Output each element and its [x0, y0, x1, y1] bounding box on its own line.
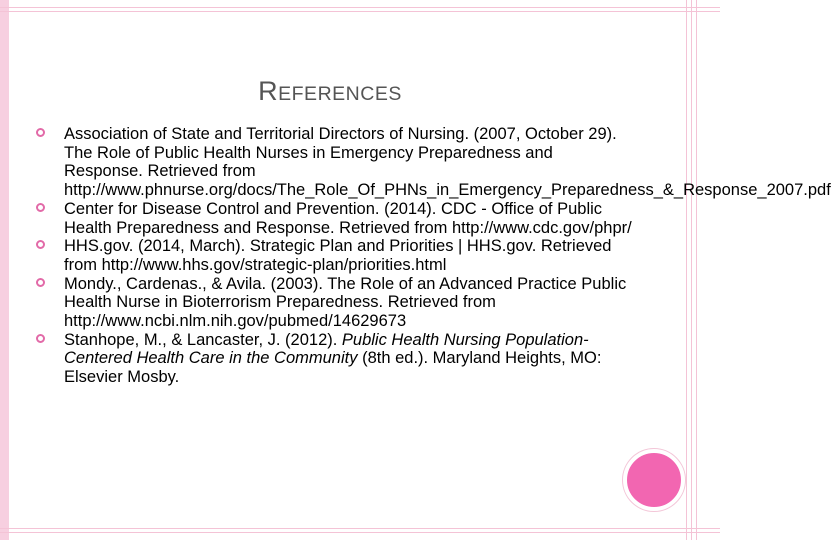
- slide-title-rest: EFERENCES: [278, 83, 402, 105]
- decorative-circle: [623, 449, 685, 511]
- bullet-icon: [36, 240, 45, 249]
- reference-item: [36, 237, 636, 274]
- bullet-icon: [36, 203, 45, 212]
- reference-book-title: Public Health Nursing Population-Centered Health Care in the Community: [64, 330, 589, 368]
- reference-item: [36, 275, 636, 331]
- frame-line: [0, 532, 720, 533]
- reference-text: Mondy., Cardenas., & Avila. (2003). The Role of an Advanced Practice Public Health Nurse in Bioterrorism Preparedness. Retrieved from http://www.ncbi.nlm.nih.gov/pubmed/14629673: [64, 274, 627, 331]
- frame-line: [0, 528, 720, 529]
- reference-text: HHS.gov. (2014, March). Strategic Plan and Priorities | HHS.gov. Retrieved from http://www.hhs.gov/strategic-plan/priorities.html: [64, 237, 612, 274]
- frame-line: [686, 0, 687, 540]
- reference-list: [36, 125, 831, 387]
- slide-title-initial: R: [258, 76, 279, 106]
- frame-line: [696, 0, 697, 540]
- reference-text: Association of State and Territorial Directors of Nursing. (2007, October 29). The Role of Public Health Nurses in Emergency Preparedness and Response. Retrieved from http://www.phnurse.org/docs/The_Role_Of_PHNs_in_Emergency_Preparedness_&_Response_2007.pdf: [64, 125, 831, 200]
- frame-line: [0, 7, 720, 8]
- frame-line: [0, 11, 720, 12]
- reference-item: [36, 125, 831, 200]
- bullet-icon: [36, 128, 45, 137]
- reference-text-suffix: (8th ed.). Maryland Heights, MO: Elsevier Mosby.: [64, 349, 602, 387]
- bullet-icon: [36, 334, 45, 343]
- reference-item: [36, 331, 636, 387]
- reference-text-prefix: Stanhope, M., & Lancaster, J. (2012).: [64, 330, 342, 349]
- frame-line: [691, 0, 692, 540]
- slide-title: [0, 76, 660, 107]
- bullet-icon: [36, 278, 45, 287]
- reference-text: Center for Disease Control and Prevention. (2014). CDC - Office of Public Health Preparedness and Response. Retrieved from http://www.cdc.gov/phpr/: [64, 199, 632, 237]
- reference-item: [36, 200, 636, 237]
